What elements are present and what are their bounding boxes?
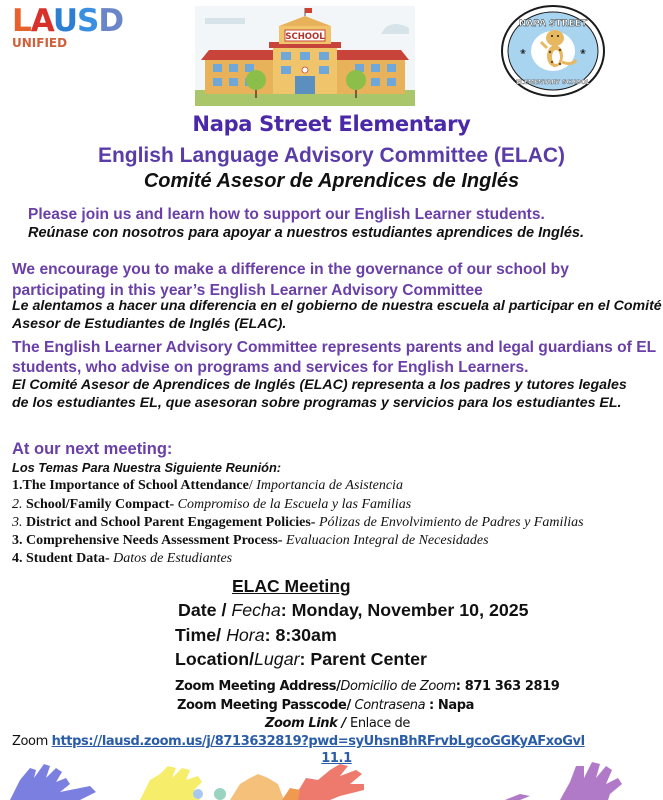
agenda-item-separator: / bbox=[248, 478, 257, 493]
meeting-title: ELAC Meeting bbox=[232, 576, 351, 596]
zoom-meeting-link[interactable]: https://lausd.zoom.us/j/8713632819?pwd=syUhsnBhRFrvbLgcoGGKyAFxoGvl bbox=[51, 734, 585, 749]
logo-letter: L bbox=[12, 3, 31, 39]
next-meeting-heading: At our next meeting: bbox=[12, 440, 173, 458]
hand-icon bbox=[10, 764, 96, 800]
agenda-item-es: Compromiso de la Escuela y las Familias bbox=[177, 497, 412, 512]
hand-icon bbox=[193, 774, 284, 800]
agenda-item-es: Evaluacion Integral de Necesidades bbox=[286, 533, 489, 548]
agenda-item bbox=[12, 478, 403, 494]
logo-letter: A bbox=[30, 3, 53, 39]
school-sign-text: SCHOOL bbox=[285, 32, 325, 42]
hand-icon bbox=[140, 766, 202, 800]
agenda-item-en: Comprehensive Needs Assessment Process- bbox=[26, 533, 283, 548]
agenda-item bbox=[12, 515, 584, 531]
zoom-address-value: : 871 363 2819 bbox=[455, 679, 560, 694]
zoom-link-label bbox=[0, 716, 663, 731]
zoom-url-line bbox=[12, 734, 585, 749]
school-name-title: Napa Street Elementary bbox=[192, 112, 471, 136]
logo-subtitle: UNIFIED bbox=[12, 36, 68, 50]
napa-street-school-logo bbox=[500, 4, 606, 98]
agenda-item-number: 4. bbox=[12, 551, 23, 566]
meeting-date bbox=[178, 600, 529, 621]
lausd-logo bbox=[12, 3, 152, 54]
zoom-passcode-value: : Napa bbox=[428, 698, 475, 713]
zoom-passcode bbox=[177, 698, 474, 713]
agenda-item-number: 3. bbox=[12, 533, 23, 548]
agenda-item-number: 2. bbox=[12, 497, 23, 512]
encourage-paragraph-es: Le alentamos a hacer una diferencia en el gobierno de nuestra escuela al participar en el Comité Asesor de Estudiantes de Inglés (ELAC). bbox=[12, 298, 662, 332]
logo-letter: S bbox=[77, 3, 99, 39]
agenda-item-en: Student Data- bbox=[26, 551, 110, 566]
date-label-en: Date / bbox=[178, 600, 232, 620]
agenda-item bbox=[12, 551, 232, 567]
svg-text:❀: ❀ bbox=[520, 49, 526, 56]
lausd-wordmark bbox=[12, 3, 152, 39]
agenda-item-en: District and School Parent Engagement Policies- bbox=[26, 515, 316, 530]
logo-letter: U bbox=[52, 3, 77, 39]
agenda-item-es: Pólizas de Envolvimiento de Padres y Familias bbox=[318, 515, 584, 530]
agenda-item-number: 3. bbox=[12, 515, 23, 530]
topics-heading-es: Los Temas Para Nuestra Siguiente Reunión: bbox=[12, 460, 282, 475]
zoom-link-label-en: Zoom Link / bbox=[265, 716, 351, 731]
agenda-item bbox=[12, 497, 411, 513]
committee-title-en: English Language Advisory Committee (ELAC) bbox=[97, 144, 566, 167]
agenda-item-en: The Importance of School Attendance bbox=[22, 478, 249, 493]
logo-letter: D bbox=[98, 3, 124, 39]
location-value: : Parent Center bbox=[299, 649, 427, 669]
date-label-es: Fecha bbox=[231, 600, 281, 620]
location-label-es: Lugar bbox=[254, 649, 300, 669]
school-building-illustration bbox=[195, 6, 415, 106]
agenda-item bbox=[12, 533, 489, 549]
join-invitation-en: Please join us and learn how to support our English Learner students. bbox=[28, 206, 545, 223]
encourage-paragraph-en: We encourage you to make a difference in the governance of our school by participating in this year’s English Learner Advisory Committee bbox=[12, 261, 569, 299]
committee-title-es: Comité Asesor de Aprendices de Inglés bbox=[143, 170, 520, 192]
zoom-passcode-label-en: Zoom Meeting Passcode/ bbox=[177, 698, 351, 713]
represents-paragraph-es: El Comité Asesor de Aprendices de Inglés (ELAC) representa a los padres y tutores legales de los estudiantes EL, que asesoran sobre programas y servicios para los estudiantes EL. bbox=[12, 377, 627, 411]
zoom-link-label-es: Enlace de bbox=[350, 716, 410, 731]
date-value: : Monday, November 10, 2025 bbox=[280, 600, 529, 620]
zoom-meeting-link-continuation[interactable]: 11.1 bbox=[321, 751, 352, 766]
agenda-item-en: School/Family Compact- bbox=[26, 497, 175, 512]
agenda-item-number: 1. bbox=[12, 478, 23, 493]
meeting-time bbox=[175, 625, 337, 646]
hand-icon bbox=[505, 762, 622, 800]
logo-bottom-text: ELEMENTARY SCHOOL bbox=[516, 79, 590, 86]
zoom-passcode-label-es: Contrasena bbox=[350, 698, 429, 713]
time-value: : 8:30am bbox=[264, 625, 337, 645]
location-label-en: Location/ bbox=[175, 649, 255, 669]
logo-top-text: NAPA STREET bbox=[518, 19, 588, 29]
zoom-address bbox=[175, 679, 559, 694]
join-invitation-es: Reúnase con nosotros para apoyar a nuestros estudiantes aprendices de Inglés. bbox=[28, 225, 585, 241]
zoom-address-label-en: Zoom Meeting Address/ bbox=[175, 679, 341, 694]
time-label-es: Hora bbox=[226, 625, 265, 645]
agenda-item-es: Datos de Estudiantes bbox=[113, 551, 233, 566]
hand-icon bbox=[282, 764, 364, 800]
zoom-address-label-es: Domicilio de Zoom bbox=[340, 679, 456, 694]
represents-paragraph-en: The English Learner Advisory Committee represents parents and legal guardians of EL students, who advise on programs and services for English Learners. bbox=[12, 339, 656, 376]
agenda-item-es: Importancia de Asistencia bbox=[256, 478, 403, 493]
colorful-hands-decoration bbox=[0, 760, 663, 800]
svg-text:❀: ❀ bbox=[580, 49, 586, 56]
zoom-url-prefix: Zoom bbox=[12, 734, 52, 749]
time-label-en: Time/ bbox=[175, 625, 227, 645]
meeting-location bbox=[175, 649, 427, 670]
